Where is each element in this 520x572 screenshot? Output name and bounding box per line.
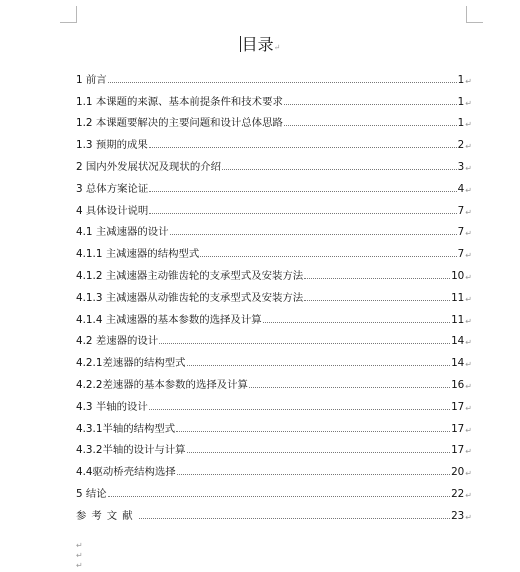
- toc-entry-page: 14: [451, 357, 465, 370]
- toc-entry-title: 4.1 主减速器的设计: [76, 226, 169, 239]
- toc-entry[interactable]: [76, 282, 472, 304]
- toc-entry-title: 4.3.1半轴的结构型式: [76, 422, 176, 435]
- toc-entry[interactable]: [76, 326, 472, 348]
- toc-dot-leader: [187, 451, 451, 453]
- toc-entry-page: 14: [451, 335, 465, 348]
- paragraph-mark-icon: ↵: [465, 469, 472, 479]
- toc-entry-title: 4.3 半轴的设计: [76, 400, 148, 413]
- paragraph-mark-icon: ↵: [465, 272, 472, 282]
- toc-dot-leader: [304, 299, 450, 301]
- toc-entry[interactable]: [76, 129, 472, 151]
- toc-entry-page: 7: [457, 226, 465, 239]
- toc-entry-page: 20: [451, 466, 465, 479]
- toc-dot-leader: [149, 146, 457, 148]
- toc-entry-title: 1.3 预期的成果: [76, 139, 148, 152]
- paragraph-mark-icon: ↵: [465, 403, 472, 413]
- toc-entry-title: 1.1 本课题的来源、基本前提条件和技术要求: [76, 95, 283, 108]
- text-cursor: [240, 36, 241, 52]
- paragraph-mark-icon: ↵: [465, 425, 472, 435]
- toc-entry[interactable]: [76, 478, 472, 500]
- paragraph-mark-icon: ↵: [465, 98, 472, 108]
- toc-entry[interactable]: [76, 391, 472, 413]
- toc-entry[interactable]: [76, 173, 472, 195]
- toc-entry[interactable]: [76, 195, 472, 217]
- toc-dot-leader: [187, 364, 451, 366]
- toc-entry-page: 1: [457, 117, 465, 130]
- toc-entry-page: 16: [451, 378, 465, 391]
- toc-entry-title: 4.1.2 主减速器主动锥齿轮的支承型式及安装方法: [76, 269, 304, 282]
- paragraph-mark-icon: ↵: [465, 163, 472, 173]
- toc-entry[interactable]: [76, 456, 472, 478]
- toc-entry[interactable]: [76, 238, 472, 260]
- paragraph-mark-icon: ↵: [465, 294, 472, 304]
- toc-dot-leader: [149, 212, 456, 214]
- toc-entry[interactable]: [76, 64, 472, 86]
- toc-dot-leader: [149, 408, 450, 410]
- toc-entry-page: 7: [457, 204, 465, 217]
- toc-dot-leader: [159, 342, 450, 344]
- toc-entry[interactable]: [76, 151, 472, 173]
- toc-dot-leader: [177, 473, 450, 475]
- toc-entry-page: 17: [451, 422, 465, 435]
- toc-entry-title: 4.2 差速器的设计: [76, 335, 159, 348]
- toc-dot-leader: [284, 103, 457, 105]
- toc-dot-leader: [200, 255, 456, 257]
- toc-entry-title: 1 前言: [76, 73, 107, 86]
- toc-entry-title: 4.1.1 主减速器的结构型式: [76, 248, 200, 261]
- paragraph-mark-icon: ↵: [465, 207, 472, 217]
- toc-entry-title: 4.1.4 主减速器的基本参数的选择及计算: [76, 313, 262, 326]
- toc-entry-title: 4.2.1差速器的结构型式: [76, 357, 186, 370]
- toc-dot-leader: [263, 321, 450, 323]
- toc-dot-leader: [222, 168, 457, 170]
- toc-entry-title: 4.2.2差速器的基本参数的选择及计算: [76, 378, 248, 391]
- paragraph-mark-icon: ↵: [465, 120, 472, 130]
- toc-dot-leader: [108, 495, 450, 497]
- paragraph-mark-icon: ↵: [465, 338, 472, 348]
- toc-entry[interactable]: [76, 435, 472, 457]
- toc-dot-leader: [139, 517, 451, 519]
- toc-entry-page: 23: [451, 509, 465, 522]
- paragraph-mark-icon: ↵: [465, 447, 472, 457]
- paragraph-mark-icon: ↵: [76, 561, 83, 570]
- toc-entry-title: 5 结论: [76, 487, 107, 500]
- toc-entry-page: 3: [457, 160, 465, 173]
- toc-entry-page: 4: [457, 182, 465, 195]
- paragraph-mark-icon: ↵: [465, 185, 472, 195]
- toc-entry-page: 7: [457, 248, 465, 261]
- toc-entry-title: 2 国内外发展状况及现状的介绍: [76, 160, 221, 173]
- paragraph-mark-icon: ↵: [465, 76, 472, 86]
- toc-entry-title: 4 具体设计说明: [76, 204, 149, 217]
- toc-dot-leader: [249, 386, 450, 388]
- toc-entry[interactable]: [76, 217, 472, 239]
- toc-entry-title: 4.3.2半轴的设计与计算: [76, 444, 186, 457]
- toc-entry-title: 4.4驱动桥壳结构选择: [76, 466, 176, 479]
- toc-dot-leader: [176, 430, 450, 432]
- toc-entry[interactable]: [76, 500, 472, 522]
- toc-entry-page: 10: [451, 269, 465, 282]
- toc-dot-leader: [284, 124, 457, 126]
- toc-entry-page: 11: [451, 313, 465, 326]
- toc-title-text: 目录: [241, 35, 274, 54]
- paragraph-mark-icon: ↵: [465, 490, 472, 500]
- toc-dot-leader: [304, 277, 450, 279]
- toc-entry-page: 17: [451, 400, 465, 413]
- paragraph-mark-icon: ↵: [465, 316, 472, 326]
- paragraph-mark-icon: ↵: [76, 541, 83, 550]
- paragraph-mark-icon: ↵: [76, 551, 83, 560]
- toc-entry-page: 17: [451, 444, 465, 457]
- paragraph-mark-icon: ↵: [465, 142, 472, 152]
- toc-dot-leader: [170, 233, 457, 235]
- toc-entry-page: 1: [457, 73, 465, 86]
- toc-entry-title: 参考文献: [76, 509, 138, 522]
- toc-entry-title: 3 总体方案论证: [76, 182, 149, 195]
- toc-entry-title: 4.1.3 主减速器从动锥齿轮的支承型式及安装方法: [76, 291, 304, 304]
- toc-entry[interactable]: [76, 260, 472, 282]
- toc-entry[interactable]: [76, 347, 472, 369]
- paragraph-mark-icon: ↵: [465, 251, 472, 261]
- crop-mark-top-right: [466, 6, 483, 23]
- toc-entry[interactable]: [76, 108, 472, 130]
- toc-dot-leader: [149, 190, 456, 192]
- toc-entry-title: 1.2 本课题要解决的主要问题和设计总体思路: [76, 117, 283, 130]
- toc-entry-page: 22: [451, 487, 465, 500]
- table-of-contents: [76, 64, 472, 522]
- paragraph-mark-icon: ↵: [465, 381, 472, 391]
- toc-dot-leader: [108, 81, 457, 83]
- toc-entry[interactable]: [76, 86, 472, 108]
- paragraph-mark-icon: ↵: [465, 512, 472, 522]
- paragraph-mark-icon: ↵: [273, 43, 281, 52]
- empty-paragraphs: [76, 541, 83, 571]
- toc-entry[interactable]: [76, 413, 472, 435]
- toc-entry[interactable]: [76, 304, 472, 326]
- crop-mark-top-left: [60, 6, 77, 23]
- toc-entry[interactable]: [76, 369, 472, 391]
- toc-entry-page: 1: [457, 95, 465, 108]
- toc-title: [0, 32, 520, 55]
- toc-entry-page: 11: [451, 291, 465, 304]
- paragraph-mark-icon: ↵: [465, 229, 472, 239]
- toc-entry-page: 2: [457, 139, 465, 152]
- paragraph-mark-icon: ↵: [465, 360, 472, 370]
